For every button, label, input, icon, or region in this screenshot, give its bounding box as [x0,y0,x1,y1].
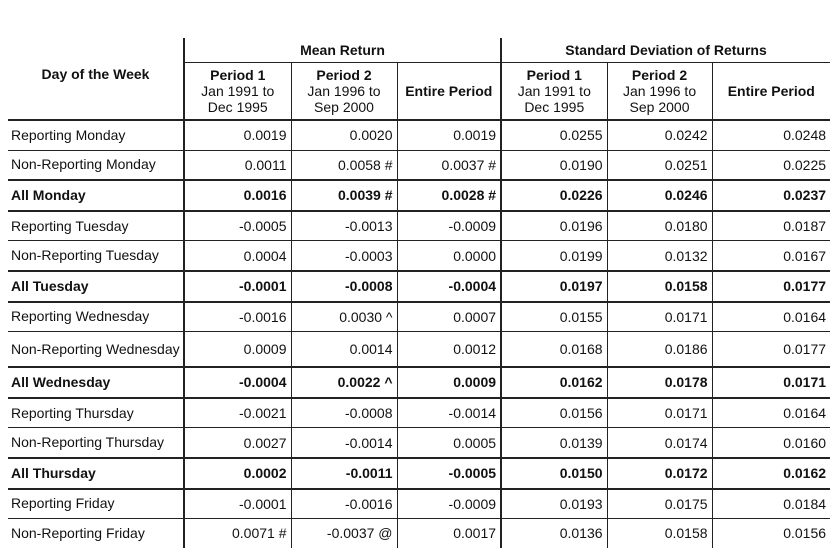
table-cell: 0.0193 [501,489,607,519]
table-row [8,271,830,302]
table-cell: 0.0158 [607,271,712,302]
table-cell: 0.0007 [397,302,501,332]
table-cell: -0.0008 [291,271,397,302]
column-title: Entire Period [727,83,815,99]
table-cell: 0.0175 [607,489,712,519]
std-dev-group-header: Standard Deviation of Returns [501,38,830,63]
table-cell: 0.0248 [712,120,830,150]
table-cell: 0.0184 [712,489,830,519]
table-cell: -0.0013 [291,211,397,241]
table-cell: 0.0037 # [397,150,501,180]
table-cell: -0.0005 [184,211,291,241]
row-label: Non-Reporting Thursday [8,428,184,458]
table-cell: 0.0177 [712,332,830,368]
table-cell: -0.0037 @ [291,519,397,548]
row-label: Non-Reporting Friday [8,519,184,548]
row-label: Non-Reporting Wednesday [8,332,184,368]
table-cell: 0.0162 [501,367,607,398]
column-title: Entire Period [405,83,493,99]
table-cell: -0.0016 [184,302,291,332]
table-cell: 0.0190 [501,150,607,180]
table-cell: 0.0155 [501,302,607,332]
table-cell: 0.0022 ^ [291,367,397,398]
table-cell: 0.0136 [501,519,607,548]
column-header [397,63,501,121]
table-cell: 0.0030 ^ [291,302,397,332]
table-cell: 0.0012 [397,332,501,368]
day-of-week-header: Day of the Week [41,66,150,82]
table-row [8,120,830,150]
table-cell: 0.0187 [712,211,830,241]
returns-table-container [8,38,830,548]
table-cell: 0.0017 [397,519,501,548]
mean-return-group-header: Mean Return [184,38,501,63]
table-cell: 0.0164 [712,302,830,332]
table-cell: 0.0139 [501,428,607,458]
table-cell: -0.0009 [397,489,501,519]
table-cell: -0.0016 [291,489,397,519]
table-cell: 0.0156 [501,398,607,428]
column-header [712,63,830,121]
column-header [291,63,397,121]
table-cell: 0.0027 [184,428,291,458]
column-header [501,63,607,121]
table-cell: -0.0009 [397,211,501,241]
table-cell: 0.0162 [712,458,830,489]
table-cell: 0.0009 [397,367,501,398]
table-cell: 0.0197 [501,271,607,302]
table-cell: 0.0132 [607,241,712,271]
table-cell: 0.0186 [607,332,712,368]
table-cell: 0.0011 [184,150,291,180]
row-label: All Monday [8,180,184,211]
table-cell: 0.0237 [712,180,830,211]
table-cell: 0.0178 [607,367,712,398]
table-cell: 0.0039 # [291,180,397,211]
table-row [8,428,830,458]
row-label: Non-Reporting Monday [8,150,184,180]
table-cell: 0.0226 [501,180,607,211]
table-cell: 0.0016 [184,180,291,211]
table-cell: -0.0001 [184,271,291,302]
table-cell: 0.0005 [397,428,501,458]
table-cell: 0.0171 [712,367,830,398]
table-cell: -0.0003 [291,241,397,271]
column-period-start: Jan 1991 to [517,83,591,99]
row-label: All Thursday [8,458,184,489]
table-cell: 0.0246 [607,180,712,211]
table-cell: 0.0225 [712,150,830,180]
table-cell: -0.0001 [184,489,291,519]
table-cell: 0.0242 [607,120,712,150]
column-period-start: Jan 1991 to [201,83,275,99]
table-cell: 0.0002 [184,458,291,489]
table-cell: 0.0156 [712,519,830,548]
table-cell: -0.0004 [184,367,291,398]
table-cell: 0.0004 [184,241,291,271]
table-cell: 0.0174 [607,428,712,458]
column-period-start: Jan 1996 to [307,83,381,99]
row-label: Reporting Monday [8,120,184,150]
table-cell: 0.0168 [501,332,607,368]
column-period-end: Dec 1995 [524,99,585,115]
table-cell: 0.0058 # [291,150,397,180]
table-cell: -0.0014 [397,398,501,428]
table-cell: 0.0020 [291,120,397,150]
table-cell: 0.0019 [397,120,501,150]
column-title: Period 2 [631,67,688,83]
table-row [8,150,830,180]
table-cell: 0.0167 [712,241,830,271]
table-row [8,332,830,368]
table-row [8,180,830,211]
table-row [8,367,830,398]
table-row [8,489,830,519]
returns-table [8,38,830,548]
table-cell: 0.0164 [712,398,830,428]
row-label: Reporting Thursday [8,398,184,428]
row-label: All Wednesday [8,367,184,398]
table-cell: 0.0171 [607,302,712,332]
table-cell: -0.0011 [291,458,397,489]
column-title: Period 2 [316,67,372,83]
table-row [8,302,830,332]
table-cell: 0.0251 [607,150,712,180]
table-cell: -0.0004 [397,271,501,302]
column-title: Period 1 [210,67,266,83]
table-row [8,458,830,489]
row-label: All Tuesday [8,271,184,302]
table-cell: 0.0177 [712,271,830,302]
table-cell: 0.0009 [184,332,291,368]
table-cell: 0.0014 [291,332,397,368]
column-header [607,63,712,121]
table-row [8,398,830,428]
column-period-start: Jan 1996 to [622,83,697,99]
table-cell: 0.0028 # [397,180,501,211]
table-cell: 0.0180 [607,211,712,241]
row-label: Reporting Tuesday [8,211,184,241]
table-cell: -0.0021 [184,398,291,428]
table-cell: 0.0000 [397,241,501,271]
table-row [8,241,830,271]
column-title: Period 1 [526,67,582,83]
column-header [184,63,291,121]
table-cell: 0.0172 [607,458,712,489]
table-cell: -0.0005 [397,458,501,489]
table-cell: 0.0158 [607,519,712,548]
table-cell: -0.0014 [291,428,397,458]
row-label: Non-Reporting Tuesday [8,241,184,271]
table-cell: 0.0150 [501,458,607,489]
column-period-end: Sep 2000 [314,99,374,115]
table-cell: 0.0160 [712,428,830,458]
table-cell: 0.0196 [501,211,607,241]
table-row [8,519,830,548]
column-period-end: Dec 1995 [207,99,268,115]
row-label: Reporting Friday [8,489,184,519]
row-label: Reporting Wednesday [8,302,184,332]
table-cell: 0.0019 [184,120,291,150]
table-cell: 0.0171 [607,398,712,428]
table-row [8,211,830,241]
table-cell: 0.0199 [501,241,607,271]
column-period-end: Sep 2000 [629,99,690,115]
table-cell: -0.0008 [291,398,397,428]
table-cell: 0.0071 # [184,519,291,548]
table-cell: 0.0255 [501,120,607,150]
